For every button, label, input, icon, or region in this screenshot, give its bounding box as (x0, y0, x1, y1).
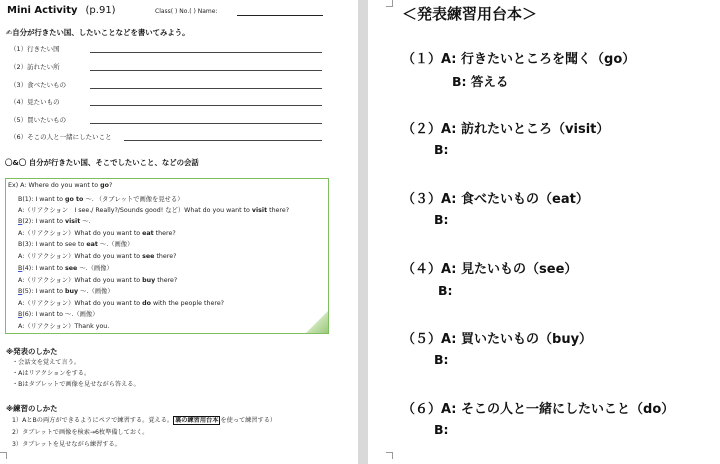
script-answer: B: 答える (452, 74, 509, 89)
example-line: A:（リアクション）What do you want to buy there? (18, 277, 178, 284)
example-line: B(1): I want to go to ～. （タブレットで画像を見せる） (18, 196, 184, 203)
section2-heading: 〇&〇 自分が行きたい国、そこでしたいこと、などの会話 (5, 158, 199, 167)
practice-step: 3）タブレットを見せながら練習する。 (12, 441, 121, 448)
script-question: （４）A: 見たいもの（see） (402, 262, 578, 277)
answer-line (90, 70, 322, 71)
practice-step: 2）タブレットで画像を検索→6枚準備しておく。 (12, 429, 149, 436)
practice-step: 1）AとBの両方ができるようにペアで練習する。覚える。 裏の練習用台本 を使って練習する） (12, 417, 277, 424)
example-line: A:（リアクション）What do you want to eat there? (18, 230, 176, 237)
question-item: （4）見たいもの (10, 98, 60, 106)
example-line: B(4): I want to see ～.（画像） (18, 265, 113, 272)
class-fields: Class( ) No.( ) Name: (155, 8, 218, 15)
script-highlight: 裏の練習用台本 (175, 417, 219, 424)
script-answer: B: (434, 212, 449, 227)
section4-heading: ※練習のしかた (6, 404, 58, 413)
section3-heading: ※発表のしかた (6, 347, 58, 356)
answer-line (90, 123, 322, 124)
script-question: （５）A: 買いたいもの（buy） (402, 332, 593, 347)
example-line: A:（リアクション）Thank you. (18, 323, 110, 330)
script-answer: B: (434, 142, 449, 157)
answer-line (90, 52, 322, 53)
example-line: A:（リアクション I see./ Really?/Sounds good! など）What do you want to visit there? (18, 207, 290, 214)
example-line: Ex) A: Where do you want to go? (8, 182, 113, 189)
presentation-note: ・会話文を覚えて言う。 (12, 359, 81, 366)
example-line: A:（リアクション）What do you want to do with the people there? (18, 300, 225, 307)
question-item: （3）食べたいもの (10, 81, 67, 89)
question-item: （6）そこの人と一緒にしたいこと (10, 133, 112, 141)
section1-heading: ✍自分が行きたい国、したいことなどを書いてみよう。 (6, 28, 190, 37)
presentation-note: ・Bはタブレットで画像を見せながら答える。 (12, 381, 140, 388)
page-reference: (p.91) (85, 5, 116, 16)
script-page (368, 0, 720, 464)
page-gutter (358, 0, 368, 464)
script-answer: B: (434, 352, 449, 367)
presentation-note: ・Aはリアクションをする。 (12, 370, 91, 377)
question-item: （1）行きたい国 (10, 45, 60, 53)
worksheet-title (7, 5, 116, 16)
script-title: ＜発表練習用台本＞ (402, 5, 538, 23)
example-line: B(3): I want to see to eat ～.（画像） (18, 241, 134, 248)
example-line: B(2): I want to visit ～. (18, 218, 91, 225)
example-line: B(5): I want to buy ～.（画像） (18, 288, 114, 295)
question-item: （2）訪れたい所 (10, 63, 60, 71)
example-line: B(6): I want to ～.（画像） (18, 311, 99, 318)
script-answer: B: (434, 422, 449, 437)
margin-mark (386, 452, 393, 459)
script-question: （３）A: 食べたいもの（eat） (402, 192, 589, 207)
margin-mark (386, 0, 393, 7)
answer-line (90, 88, 322, 89)
margin-mark (0, 452, 7, 459)
name-line (237, 15, 323, 16)
answer-line (90, 105, 322, 106)
example-dialogue-box (5, 178, 329, 334)
example-line: A:（リアクション）What do you want to see there? (18, 253, 177, 260)
script-question: （１）A: 行きたいところを聞く（go） (402, 52, 636, 67)
answer-line (124, 140, 322, 141)
question-item: （5）買いたいもの (10, 116, 67, 124)
script-question: （６）A: そこの人と一緒にしたいこと（do） (402, 402, 675, 417)
title-text: Mini Activity (7, 5, 78, 16)
script-question: （２）A: 訪れたいところ（visit） (402, 122, 610, 137)
script-answer: B: (438, 283, 453, 298)
worksheet-page (0, 0, 358, 464)
page-curl-decoration (306, 311, 328, 333)
